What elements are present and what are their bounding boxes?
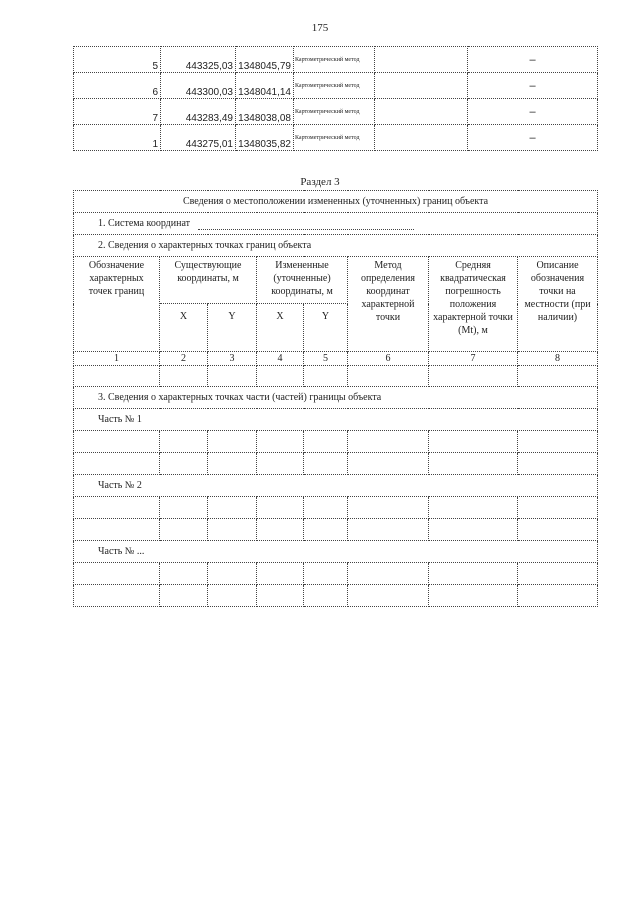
table-row bbox=[74, 73, 598, 99]
table-row bbox=[74, 99, 598, 125]
coord-y: 1348035,82 bbox=[236, 125, 294, 151]
description: – bbox=[468, 125, 598, 151]
accuracy-cell bbox=[375, 73, 468, 99]
header-existing-coords: Существующие координаты, м bbox=[160, 257, 257, 304]
point-number: 7 bbox=[74, 99, 161, 125]
table-row bbox=[74, 453, 598, 475]
column-number: 4 bbox=[257, 352, 304, 366]
boundary-points-table bbox=[73, 190, 598, 607]
header-accuracy: Средняя квадратическая погрешность положения характерной точки (Мt), м bbox=[429, 257, 518, 352]
coord-y: 1348038,08 bbox=[236, 99, 294, 125]
method: Картометрический метод bbox=[294, 47, 375, 73]
coord-x: 443325,03 bbox=[161, 47, 236, 73]
point-number: 1 bbox=[74, 125, 161, 151]
table-row bbox=[74, 431, 598, 453]
coordinates-continuation-table bbox=[73, 46, 598, 151]
header-y-changed: Y bbox=[304, 304, 348, 352]
table-row bbox=[74, 519, 598, 541]
parts-section-label: 3. Сведения о характерных точках части (частей) границы объекта bbox=[74, 387, 598, 409]
page-number: 175 bbox=[311, 22, 329, 34]
part-label: Часть № 1 bbox=[74, 409, 598, 431]
column-number: 7 bbox=[429, 352, 518, 366]
header-y-existing: Y bbox=[208, 304, 257, 352]
table-row bbox=[74, 585, 598, 607]
coordinate-system-label: 1. Система координат bbox=[98, 218, 191, 229]
column-number: 1 bbox=[74, 352, 160, 366]
header-point-designation: Обозначение характерных точек границ bbox=[74, 257, 160, 352]
coordinate-system-row bbox=[74, 213, 598, 235]
column-number: 8 bbox=[518, 352, 598, 366]
table-row bbox=[74, 497, 598, 519]
points-section-label: 2. Сведения о характерных точках границ объекта bbox=[74, 235, 598, 257]
part-label: Часть № ... bbox=[74, 541, 598, 563]
table-title: Сведения о местоположении измененных (уточненных) границ объекта bbox=[74, 191, 598, 213]
column-number: 2 bbox=[160, 352, 208, 366]
header-changed-coords: Измененные (уточненные) координаты, м bbox=[257, 257, 348, 304]
coord-x: 443283,49 bbox=[161, 99, 236, 125]
table-row bbox=[74, 47, 598, 73]
coord-x: 443300,03 bbox=[161, 73, 236, 99]
header-x-existing: X bbox=[160, 304, 208, 352]
method: Картометрический метод bbox=[294, 125, 375, 151]
description: – bbox=[468, 47, 598, 73]
header-method: Метод определения координат характерной точки bbox=[348, 257, 429, 352]
header-x-changed: X bbox=[257, 304, 304, 352]
point-number: 5 bbox=[74, 47, 161, 73]
coord-y: 1348041,14 bbox=[236, 73, 294, 99]
column-number: 3 bbox=[208, 352, 257, 366]
header-description: Описание обозначения точки на местности (при наличии) bbox=[518, 257, 598, 352]
accuracy-cell bbox=[375, 47, 468, 73]
method: Картометрический метод bbox=[294, 99, 375, 125]
description: – bbox=[468, 99, 598, 125]
table-row bbox=[74, 125, 598, 151]
part-label: Часть № 2 bbox=[74, 475, 598, 497]
point-number: 6 bbox=[74, 73, 161, 99]
column-number: 6 bbox=[348, 352, 429, 366]
accuracy-cell bbox=[375, 99, 468, 125]
description: – bbox=[468, 73, 598, 99]
method: Картометрический метод bbox=[294, 73, 375, 99]
coord-x: 443275,01 bbox=[161, 125, 236, 151]
coordinate-system-field bbox=[198, 219, 414, 230]
column-number: 5 bbox=[304, 352, 348, 366]
section-title: Раздел 3 bbox=[300, 176, 340, 188]
table-row bbox=[74, 563, 598, 585]
table-row bbox=[74, 366, 598, 387]
coord-y: 1348045,79 bbox=[236, 47, 294, 73]
accuracy-cell bbox=[375, 125, 468, 151]
